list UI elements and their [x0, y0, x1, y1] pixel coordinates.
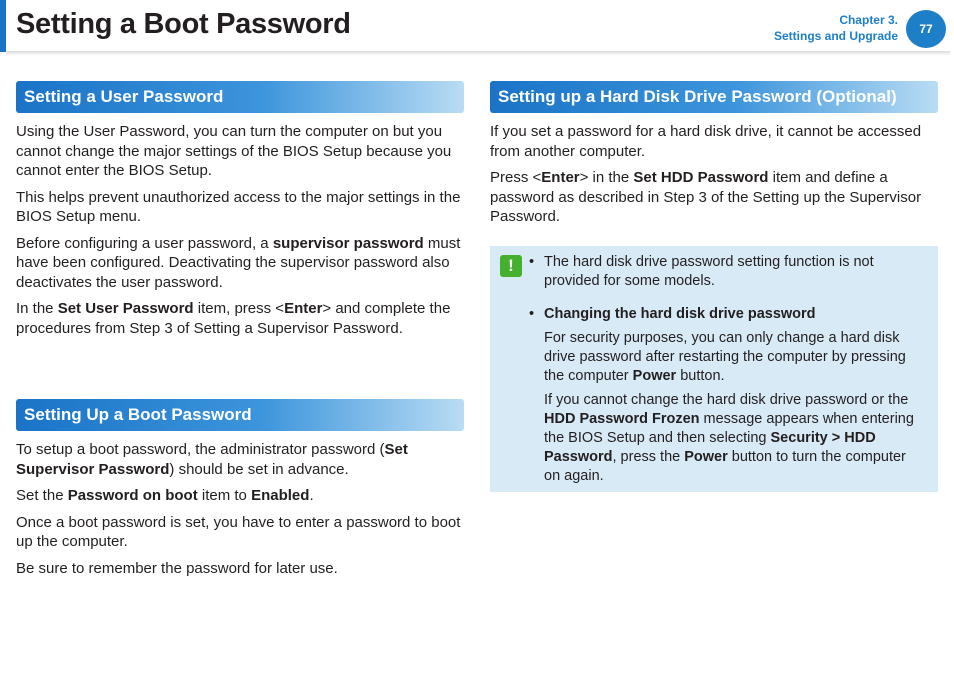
left-column — [16, 81, 464, 578]
page-number-badge: 77 — [906, 10, 946, 48]
exclamation-icon: ! — [500, 255, 522, 277]
paragraph: In the Set User Password item, press <Enter> and complete the procedures from Step 3 of Setting a Supervisor Password. — [16, 300, 451, 337]
bullet-icon: • — [529, 254, 535, 270]
note-item: • The hard disk drive password setting function is not provided for some models. — [529, 254, 874, 289]
section-heading-user-password: Setting a User Password — [16, 81, 464, 113]
note-list — [527, 253, 923, 486]
paragraph: Once a boot password is set, you have to enter a password to boot up the computer. — [16, 513, 461, 550]
paragraph: If you set a password for a hard disk drive, it cannot be accessed from another computer. — [490, 123, 922, 160]
chapter-title: Settings and Upgrade — [773, 29, 898, 43]
page-title: Setting a Boot Password — [16, 8, 351, 40]
note-subheading: Changing the hard disk drive password — [544, 306, 816, 322]
note-paragraph: For security purposes, you can only change a hard disk drive password after restarting the computer by pressing the computer Power button. — [544, 330, 906, 384]
paragraph: Before configuring a user password, a supervisor password must have been configured. Deactivating the supervisor password also deactivates the user password. — [16, 234, 461, 291]
title-divider — [6, 51, 950, 56]
paragraph: This helps prevent unauthorized access to the major settings in the BIOS Setup menu. — [16, 188, 461, 225]
note-paragraph: If you cannot change the hard disk drive password or the HDD Password Frozen message appears when entering the BIOS Setup and then selecting Security > HDD Password, press the Power button to turn the computer on again. — [544, 392, 914, 484]
chapter-number: Chapter 3. — [839, 13, 898, 27]
paragraph: Set the Password on boot item to Enabled. — [16, 487, 314, 504]
accent-bar — [0, 0, 6, 52]
chapter-label — [774, 12, 898, 44]
paragraph: To setup a boot password, the administrator password (Set Supervisor Password) should be set in advance. — [16, 441, 408, 478]
paragraph: Be sure to remember the password for later use. — [16, 559, 338, 577]
note-box — [490, 246, 938, 492]
right-column — [490, 81, 938, 227]
paragraph: Using the User Password, you can turn the computer on but you cannot change the major settings of the BIOS Setup because you cannot enter the BIOS Setup. — [16, 123, 452, 179]
paragraph: Press <Enter> in the Set HDD Password item and define a password as described in Step 3 of the Setting up the Supervisor Password. — [490, 169, 922, 225]
bullet-icon: • — [529, 306, 535, 322]
section-heading-hdd-password: Setting up a Hard Disk Drive Password (Optional) — [490, 81, 938, 113]
section-heading-boot-password: Setting Up a Boot Password — [16, 399, 464, 431]
note-item — [527, 305, 923, 486]
